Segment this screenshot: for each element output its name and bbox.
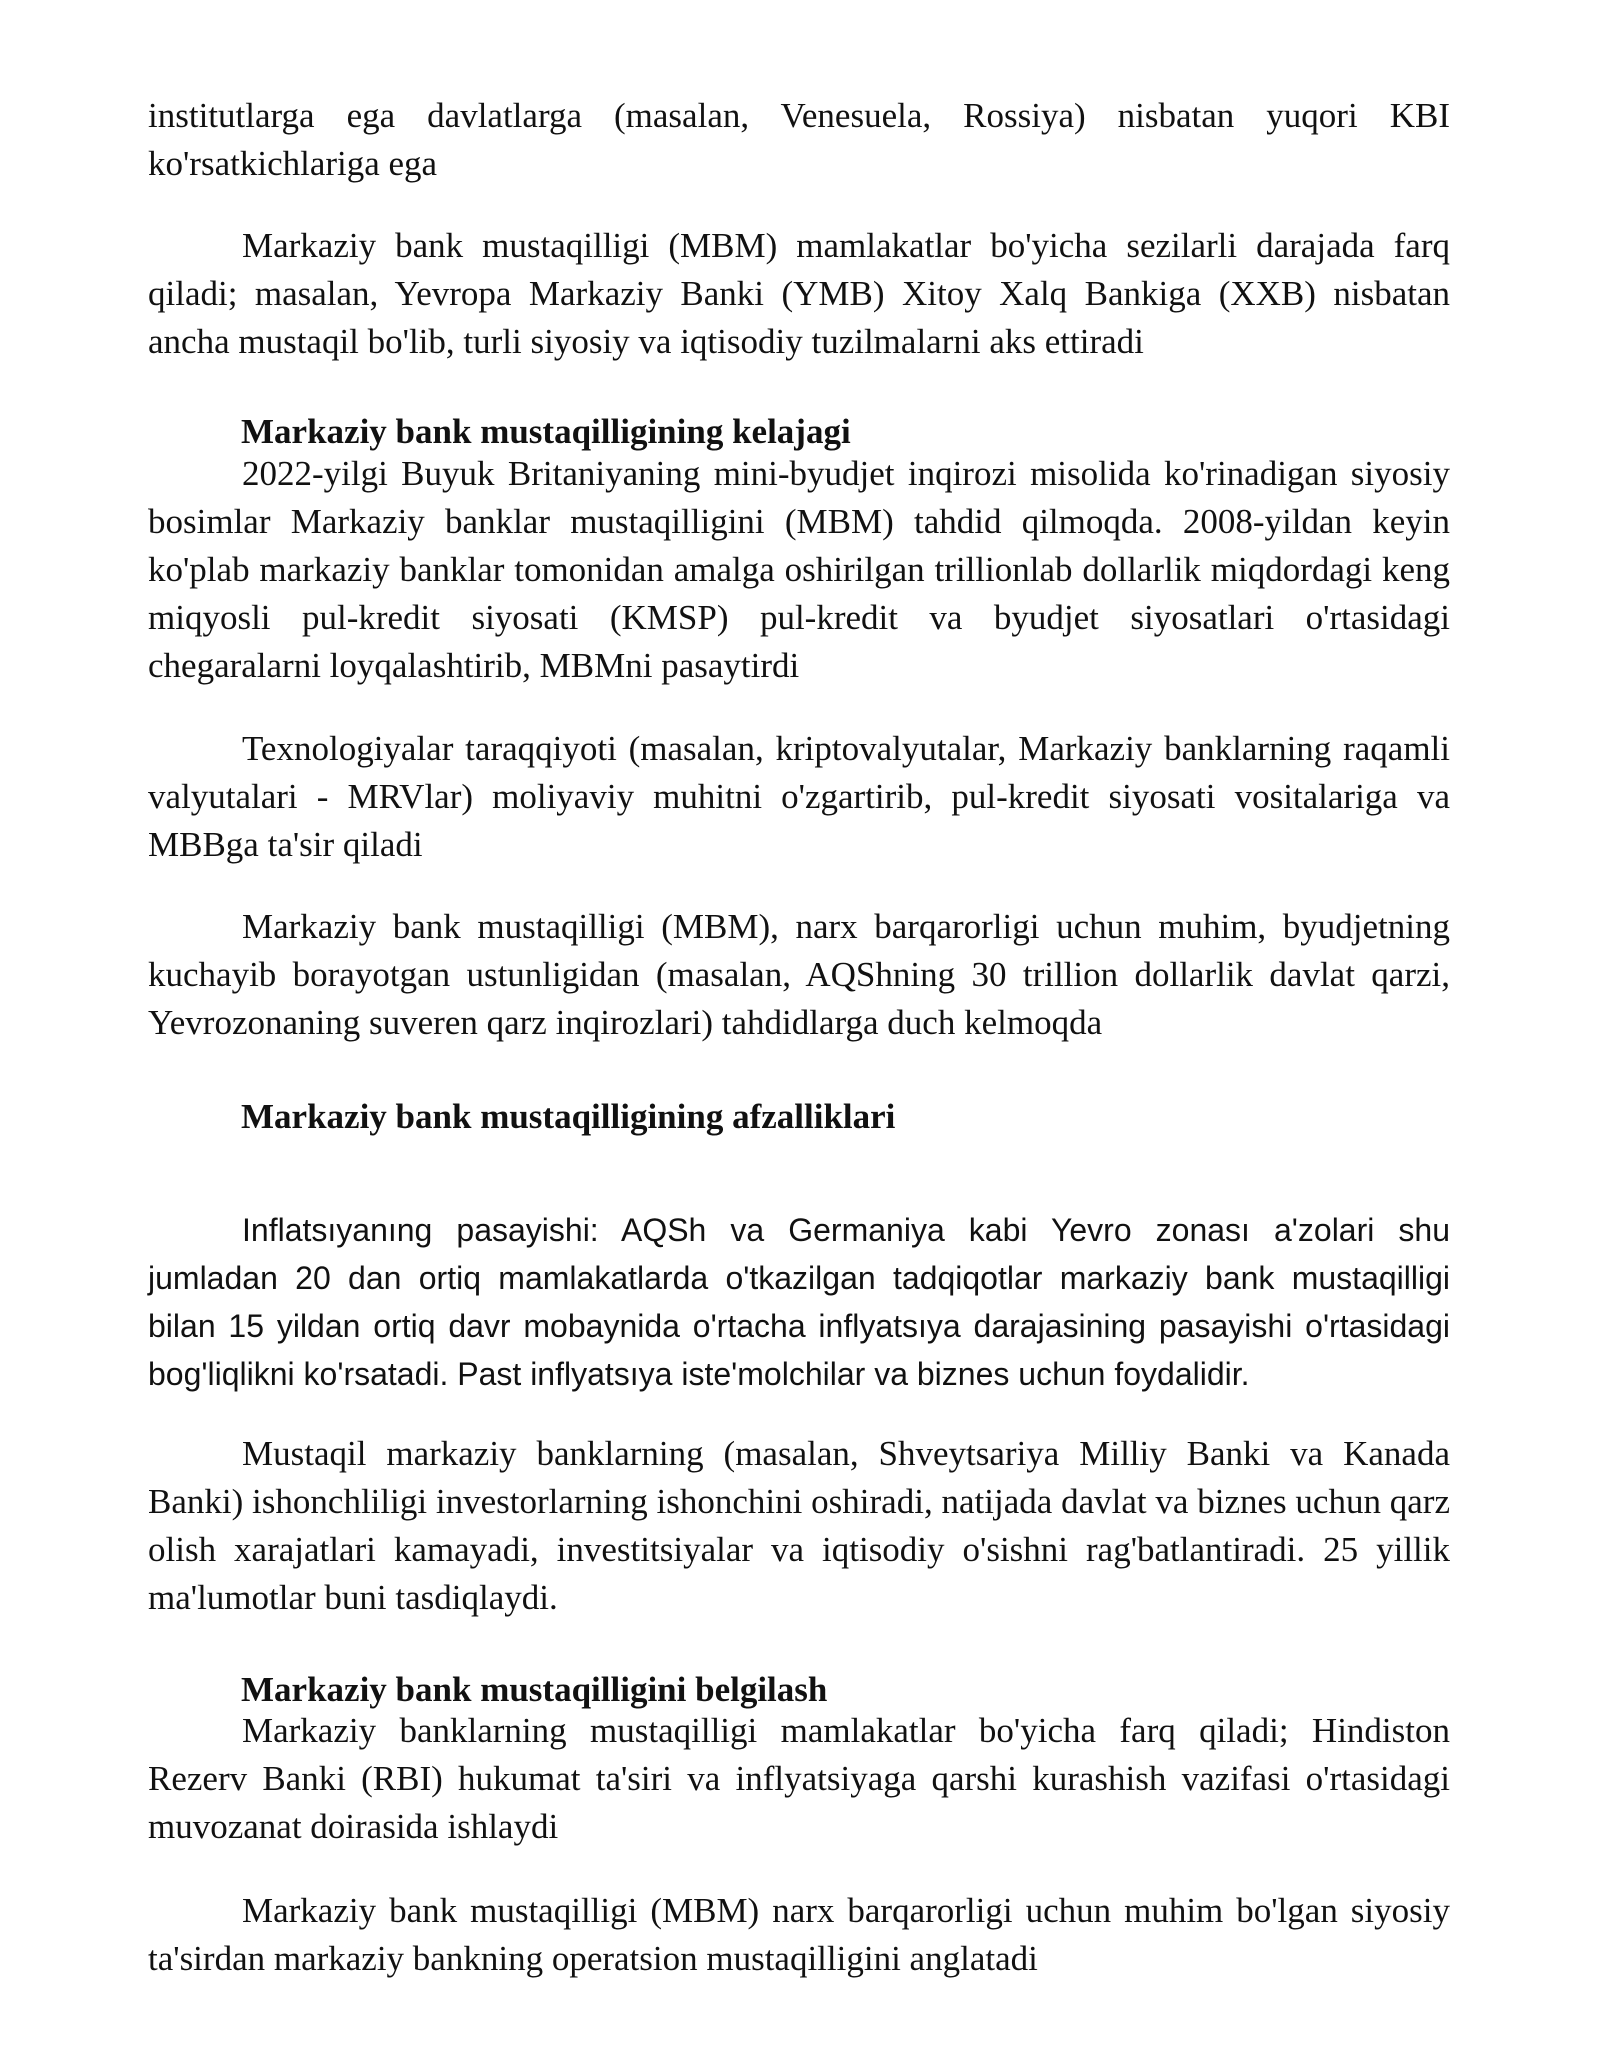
paragraph-mbm-differences: Markaziy bank mustaqilligi (MBM) mamlakatlar bo'yicha sezilarli darajada farq qiladi; masalan, Yevropa Markaziy Banki (YMB) Xitoy Xalq Bankiga (XXB) nisbatan ancha mustaqil bo'lib, turli siyosiy va iqtisodiy tuzilmalarni aks ettiradi: [148, 226, 1450, 361]
heading-definition: Markaziy bank mustaqilligini belgilash: [241, 1670, 828, 1709]
paragraph-political-pressures: 2022-yilgi Buyuk Britaniyaning mini-byudjet inqirozi misolida ko'rinadigan siyosiy bosimlar Markaziy banklar mustaqilligini (MBM) tahdid qilmoqda. 2008-yildan keyin ko'plab markaziy banklar tomonidan amalga oshirilgan trillionlab dollarlik miqdordagi keng miqyosli pul-kredit siyosati (KMSP) pul-kredit va byudjet siyosatlari o'rtasidagi chegaralarni loyqalashtirib, MBMni pasaytirdi: [148, 454, 1450, 685]
paragraph-rbi: Markaziy banklarning mustaqilligi mamlakatlar bo'yicha farq qiladi; Hindiston Rezerv Banki (RBI) hukumat ta'siri va inflyatsiyaga qarshi kurashish vazifasi o'rtasidagi muvozanat doirasida ishlaydi: [148, 1711, 1450, 1846]
heading-future: Markaziy bank mustaqilligining kelajagi: [241, 412, 851, 451]
paragraph-technology: Texnologiyalar taraqqiyoti (masalan, kriptovalyutalar, Markaziy banklarning raqamli valyutalari - MRVlar) moliyaviy muhitni o'zgartirib, pul-kredit siyosati vositalariga va MBBga ta'sir qiladi: [148, 729, 1450, 864]
heading-advantages: Markaziy bank mustaqilligining afzalliklari: [241, 1097, 896, 1136]
paragraph-credibility: Mustaqil markaziy banklarning (masalan, Shveytsariya Milliy Banki va Kanada Banki) ishonchliligi investorlarning ishonchini oshiradi, natijada davlat va biznes uchun qarz olish xarajatlari kamayadi, investitsiyalar va iqtisodiy o'sishni rag'batlantiradi. 25 yillik ma'lumotlar buni tasdiqlaydi.: [148, 1434, 1450, 1617]
paragraph-kbi-continuation: institutlarga ega davlatlarga (masalan, Venesuela, Rossiya) nisbatan yuqori KBI ko'rsatkichlariga ega: [148, 96, 1450, 183]
paragraph-mbm-definition: Markaziy bank mustaqilligi (MBM) narx barqarorligi uchun muhim bo'lgan siyosiy ta'sirdan markaziy bankning operatsion mustaqilligini anglatadi: [148, 1891, 1450, 1978]
paragraph-fiscal-dominance: Markaziy bank mustaqilligi (MBM), narx barqarorligi uchun muhim, byudjetning kuchayib borayotgan ustunligidan (masalan, AQShning 30 trillion dollarlik davlat qarzi, Yevrozonaning suveren qarz inqirozlari) tahdidlarga duch kelmoqda: [148, 907, 1450, 1042]
paragraph-inflation-decline: Inflatsıyanıng pasayishi: AQSh va Germaniya kabi Yevro zonası a'zolari shu jumladan 20 dan ortiq mamlakatlarda o'tkazilgan tadqiqotlar markaziy bank mustaqilligi bilan 15 yildan ortiq davr mobaynida o'rtacha inflyatsıya darajasining pasayishi o'rtasidagi bog'liqlikni ko'rsatadi. Past inflyatsıya iste'molchilar va biznes uchun foydalidir.: [148, 1212, 1450, 1392]
